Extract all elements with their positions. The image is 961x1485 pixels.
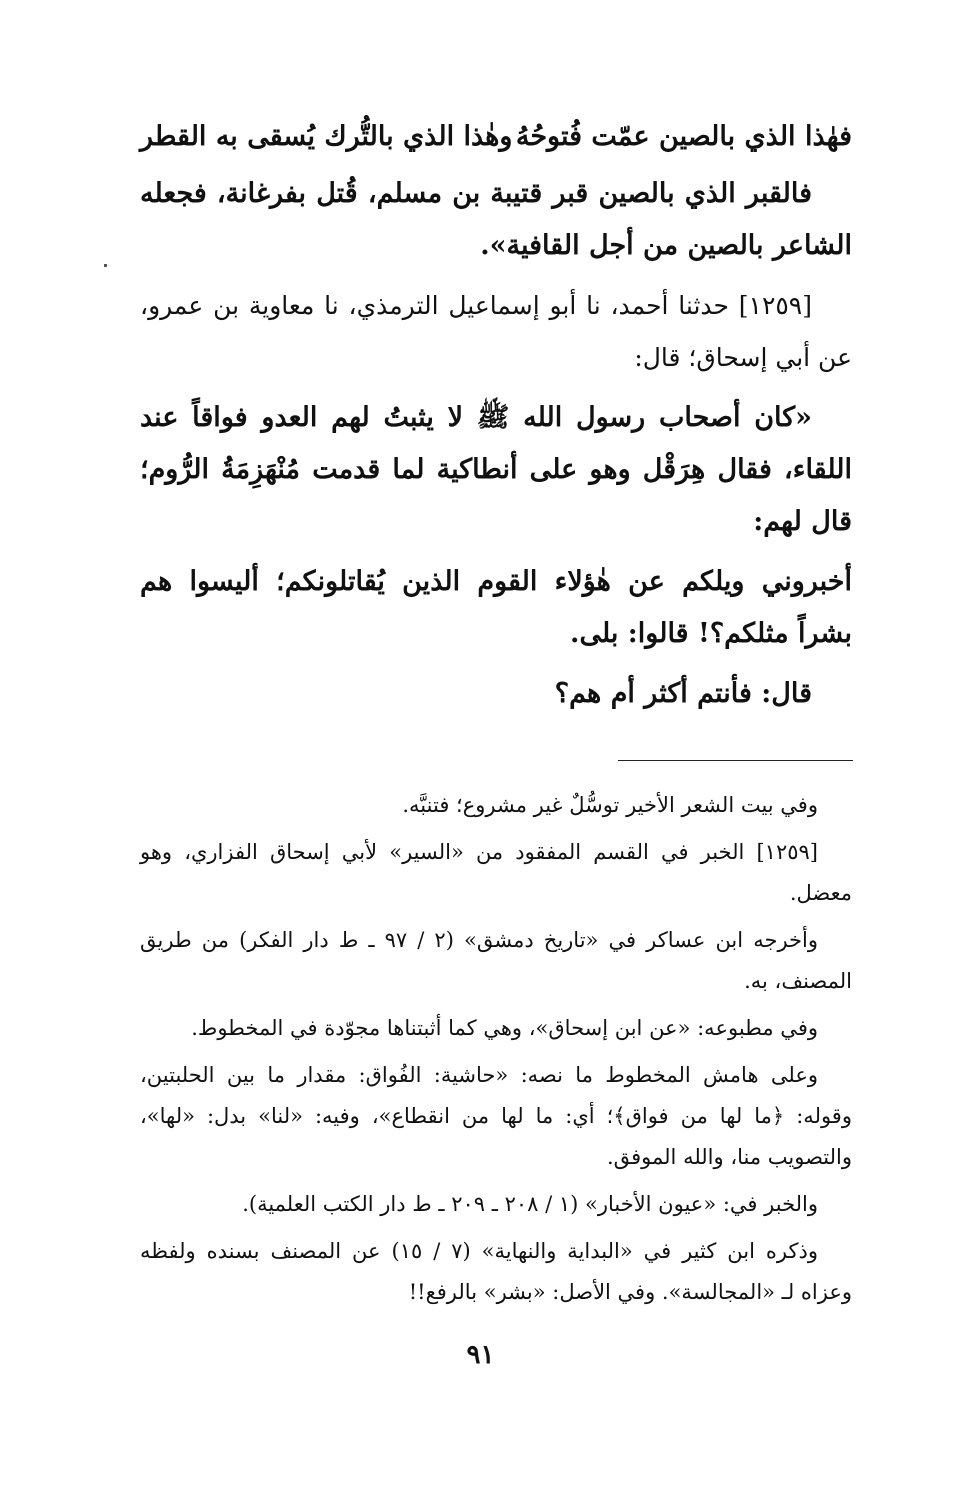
verse-left-hemistich: وهٰذا الذي بالتُّرك يُسقى به القطر [140, 121, 513, 152]
main-paragraph: أخبروني ويلكم عن هٰؤلاء القوم الذين يُقاتلونكم؛ أليسوا هم بشراً مثلكم؟! قالوا: بلى. [140, 566, 852, 649]
footnote: وعلى هامش المخطوط ما نصه: «حاشية: الفُواق: مقدار ما بين الحلبتين، وقوله: ﴿ما لها من فواق﴾؛ أي: ما لها من انقطاع»، وفيه: «لنا» بدل: «لها»، والتصويب منا، والله الموفق. [140, 1063, 852, 1169]
footnote: وفي بيت الشعر الأخير توسُّلٌ غير مشروع؛ فتنبَّه. [402, 793, 818, 817]
hadith-chain-paragraph: [١٢٥٩] حدثنا أحمد، نا أبو إسماعيل الترمذي، نا معاوية بن عمرو، عن أبي إسحاق؛ قال: [140, 291, 852, 372]
footnote: وذكره ابن كثير في «البداية والنهاية» (٧ / ١٥) عن المصنف بسنده ولفظه وعزاه لـ «المجالسة». وفي الأصل: «بشر» بالرفع!! [140, 1239, 852, 1304]
poetry-verse [140, 110, 852, 168]
page-body [140, 110, 852, 1319]
main-paragraph: «كان أصحاب رسول الله ﷺ لا يثبتُ لهم العدو فواقاً عند اللقاء، فقال هِرَقْل وهو على أنطاكية لما قدمت مُنْهَزِمَةُ الرُّوم؛ قال لهم: [140, 402, 852, 537]
main-paragraph: قال: فأنتم أكثر أم هم؟ [554, 678, 812, 709]
footnote: والخبر في: «عيون الأخبار» (١ / ٢٠٨ ـ ٢٠٩ ـ ط دار الكتب العلمية). [242, 1192, 818, 1216]
footnote: وأخرجه ابن عساكر في «تاريخ دمشق» (٢ / ٩٧ ـ ط دار الفكر) من طريق المصنف، به. [140, 928, 852, 993]
verse-right-hemistich: فهٰذا الذي بالصين عمّت فُتوحُهُ [515, 121, 852, 152]
main-paragraph: فالقبر الذي بالصين قبر قتيبة بن مسلم، قُتل بفرغانة، فجعله الشاعر بالصين من أجل القافية». [140, 178, 852, 261]
footnote: وفي مطبوعه: «عن ابن إسحاق»، وهي كما أثبتناها مجوّدة في المخطوط. [191, 1016, 818, 1040]
footnote-separator [618, 760, 853, 761]
footnote: [١٢٥٩] الخبر في القسم المفقود من «السير» لأبي إسحاق الفزاري، وهو معضل. [140, 840, 852, 905]
margin-speck [104, 264, 107, 267]
page-number: ٩١ [466, 1340, 495, 1370]
footnote-separator-wrap [140, 760, 852, 761]
